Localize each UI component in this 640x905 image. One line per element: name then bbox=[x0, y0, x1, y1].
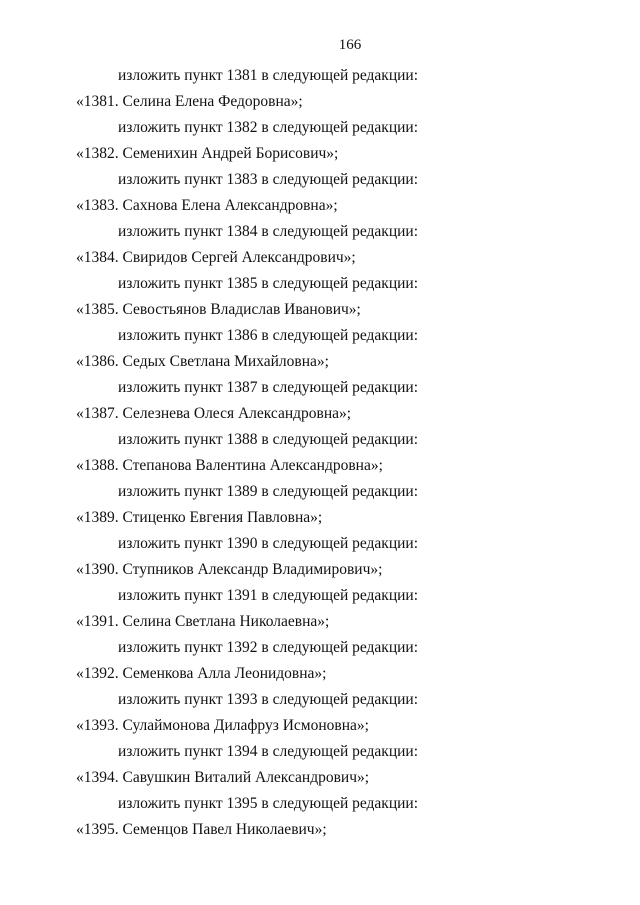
amendment-entry: «1389. Стиценко Евгения Павловна»; bbox=[76, 509, 323, 526]
amendment-entry: «1391. Селина Светлана Николаевна»; bbox=[76, 613, 330, 630]
amendment-entry: «1387. Селезнева Олеся Александровна»; bbox=[76, 405, 352, 422]
amendment-instruction: изложить пункт 1382 в следующей редакции: bbox=[118, 119, 419, 136]
amendment-instruction: изложить пункт 1381 в следующей редакции: bbox=[118, 67, 419, 84]
amendment-entry: «1381. Селина Елена Федоровна»; bbox=[76, 93, 303, 110]
amendment-entry: «1394. Савушкин Виталий Александрович»; bbox=[76, 769, 370, 786]
amendment-entry: «1385. Севостьянов Владислав Иванович»; bbox=[76, 301, 361, 318]
amendment-instruction: изложить пункт 1392 в следующей редакции: bbox=[118, 639, 419, 656]
amendment-instruction: изложить пункт 1391 в следующей редакции: bbox=[118, 587, 419, 604]
amendment-entry: «1384. Свиридов Сергей Александрович»; bbox=[76, 249, 356, 266]
amendment-entry: «1388. Степанова Валентина Александровна»; bbox=[76, 457, 383, 474]
amendment-instruction: изложить пункт 1383 в следующей редакции: bbox=[118, 171, 419, 188]
amendment-instruction: изложить пункт 1393 в следующей редакции: bbox=[118, 691, 419, 708]
amendment-entry: «1390. Ступников Александр Владимирович»; bbox=[76, 561, 383, 578]
amendment-instruction: изложить пункт 1385 в следующей редакции: bbox=[118, 275, 419, 292]
amendment-entry: «1395. Семенцов Павел Николаевич»; bbox=[76, 821, 327, 838]
amendment-instruction: изложить пункт 1395 в следующей редакции: bbox=[118, 795, 419, 812]
amendment-instruction: изложить пункт 1389 в следующей редакции: bbox=[118, 483, 419, 500]
amendment-entry: «1382. Семенихин Андрей Борисович»; bbox=[76, 145, 339, 162]
amendment-instruction: изложить пункт 1386 в следующей редакции: bbox=[118, 327, 419, 344]
amendment-instruction: изложить пункт 1388 в следующей редакции: bbox=[118, 431, 419, 448]
amendment-entry: «1383. Сахнова Елена Александровна»; bbox=[76, 197, 338, 214]
page-number: 166 bbox=[338, 37, 362, 53]
amendment-list bbox=[0, 66, 640, 846]
amendment-instruction: изложить пункт 1387 в следующей редакции: bbox=[118, 379, 419, 396]
amendment-entry: «1392. Семенкова Алла Леонидовна»; bbox=[76, 665, 327, 682]
amendment-entry: «1393. Сулаймонова Дилафруз Исмоновна»; bbox=[76, 717, 369, 734]
amendment-entry: «1386. Седых Светлана Михайловна»; bbox=[76, 353, 329, 370]
amendment-instruction: изложить пункт 1394 в следующей редакции: bbox=[118, 743, 419, 760]
amendment-instruction: изложить пункт 1390 в следующей редакции: bbox=[118, 535, 419, 552]
amendment-instruction: изложить пункт 1384 в следующей редакции: bbox=[118, 223, 419, 240]
